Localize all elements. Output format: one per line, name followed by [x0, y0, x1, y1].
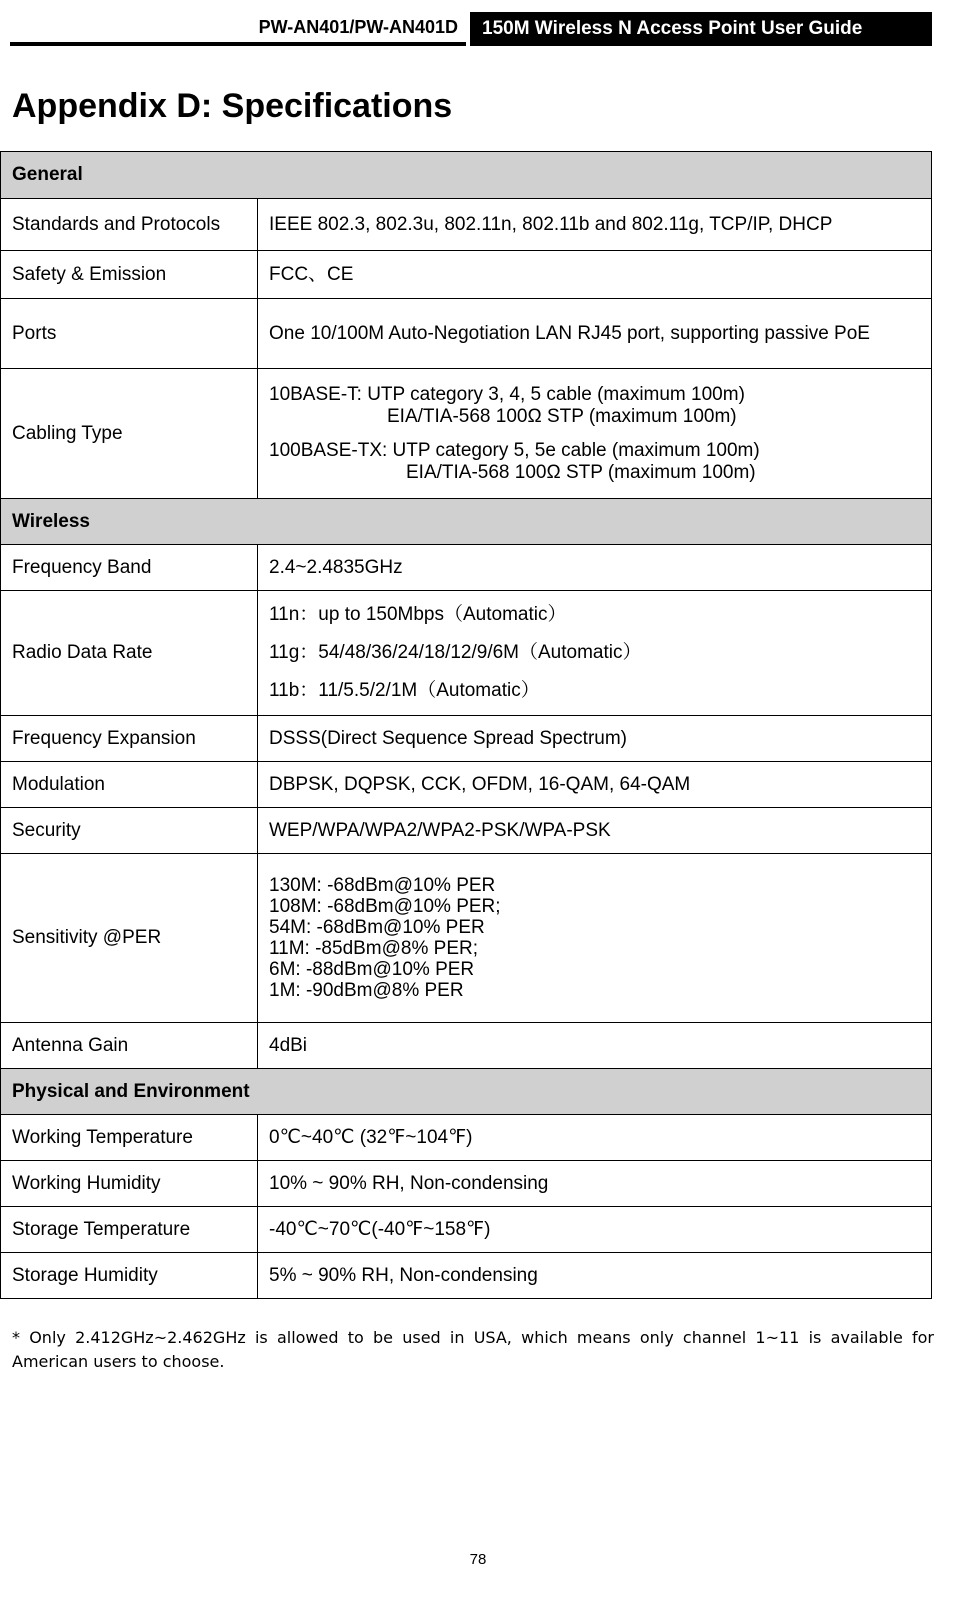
- spec-label: Working Temperature: [1, 1115, 258, 1161]
- spec-value: 4dBi: [258, 1023, 932, 1069]
- radio-rate-line: 11g：54/48/36/24/18/12/9/6M（Automatic）: [269, 642, 642, 663]
- spec-label: Cabling Type: [1, 369, 258, 499]
- spec-row-working-temperature: [1, 1115, 932, 1161]
- spec-row-safety: [1, 251, 932, 299]
- spec-row-antenna-gain: [1, 1023, 932, 1069]
- section-title: General: [1, 152, 932, 199]
- spec-value: DSSS(Direct Sequence Spread Spectrum): [258, 716, 932, 762]
- spec-label: Frequency Expansion: [1, 716, 258, 762]
- radio-rate-line: 11b：11/5.5/2/1M（Automatic）: [269, 680, 540, 701]
- spec-value: [258, 591, 932, 716]
- section-header-physical: [1, 1069, 932, 1115]
- header-model: PW-AN401/PW-AN401D: [258, 17, 458, 37]
- spec-row-sensitivity: [1, 854, 932, 1023]
- section-title: Wireless: [1, 499, 932, 545]
- spec-label: Radio Data Rate: [1, 591, 258, 716]
- spec-value: 0℃~40℃ (32℉~104℉): [258, 1115, 932, 1161]
- spec-label: Ports: [1, 299, 258, 369]
- sensitivity-line: 1M: -90dBm@8% PER: [269, 980, 464, 1001]
- spec-label: Antenna Gain: [1, 1023, 258, 1069]
- footnote: * Only 2.412GHz~2.462GHz is allowed to be used in USA, which means only channel 1~11 is available for American users to choose.: [12, 1328, 934, 1371]
- sensitivity-line: 6M: -88dBm@10% PER: [269, 959, 475, 980]
- spec-label: Storage Temperature: [1, 1207, 258, 1253]
- spec-value: [258, 854, 932, 1023]
- sensitivity-line: 130M: -68dBm@10% PER: [269, 875, 496, 896]
- spec-row-modulation: [1, 762, 932, 808]
- spec-label: Safety & Emission: [1, 251, 258, 299]
- page-number: 78: [469, 1551, 487, 1568]
- spec-value: DBPSK, DQPSK, CCK, OFDM, 16-QAM, 64-QAM: [258, 762, 932, 808]
- spec-row-ports: [1, 299, 932, 369]
- spec-label: Sensitivity @PER: [1, 854, 258, 1023]
- cabling-line: 10BASE-T: UTP category 3, 4, 5 cable (maximum 100m): [269, 383, 745, 405]
- spec-label: Standards and Protocols: [1, 199, 258, 251]
- spec-label: Working Humidity: [1, 1161, 258, 1207]
- spec-row-security: [1, 808, 932, 854]
- spec-row-radio-data-rate: [1, 591, 932, 716]
- spec-value: -40℃~70℃(-40℉~158℉): [258, 1207, 932, 1253]
- spec-row-standards: [1, 199, 932, 251]
- page-header: [10, 12, 932, 46]
- spec-row-frequency-expansion: [1, 716, 932, 762]
- cabling-line: EIA/TIA-568 100Ω STP (maximum 100m): [406, 461, 756, 483]
- sensitivity-line: 54M: -68dBm@10% PER: [269, 917, 485, 938]
- cabling-line: 100BASE-TX: UTP category 5, 5e cable (maximum 100m): [269, 439, 760, 461]
- section-title: Physical and Environment: [1, 1069, 932, 1115]
- sensitivity-line: 108M: -68dBm@10% PER;: [269, 896, 501, 917]
- spec-row-cabling: [1, 369, 932, 499]
- spec-row-storage-temperature: [1, 1207, 932, 1253]
- spec-label: Security: [1, 808, 258, 854]
- spec-row-storage-humidity: [1, 1253, 932, 1299]
- radio-rate-line: 11n：up to 150Mbps（Automatic）: [269, 604, 567, 625]
- page-title: Appendix D: Specifications: [12, 87, 453, 125]
- section-header-general: [1, 152, 932, 199]
- spec-label: Storage Humidity: [1, 1253, 258, 1299]
- spec-value: 2.4~2.4835GHz: [258, 545, 932, 591]
- spec-value: 5% ~ 90% RH, Non-condensing: [258, 1253, 932, 1299]
- specifications-table: [0, 151, 932, 1299]
- spec-row-working-humidity: [1, 1161, 932, 1207]
- section-header-wireless: [1, 499, 932, 545]
- spec-label: Frequency Band: [1, 545, 258, 591]
- spec-value: FCC、CE: [258, 251, 932, 299]
- header-guide-bar: [470, 12, 932, 46]
- spec-label: Modulation: [1, 762, 258, 808]
- spec-row-frequency-band: [1, 545, 932, 591]
- cabling-line: EIA/TIA-568 100Ω STP (maximum 100m): [387, 405, 737, 427]
- spec-value: [258, 369, 932, 499]
- sensitivity-line: 11M: -85dBm@8% PER;: [269, 938, 479, 959]
- spec-value: WEP/WPA/WPA2/WPA2-PSK/WPA-PSK: [258, 808, 932, 854]
- header-model-bar: [10, 12, 466, 46]
- spec-value: IEEE 802.3, 802.3u, 802.11n, 802.11b and 802.11g, TCP/IP, DHCP: [258, 199, 932, 251]
- spec-value: 10% ~ 90% RH, Non-condensing: [258, 1161, 932, 1207]
- header-guide-title: 150M Wireless N Access Point User Guide: [482, 18, 863, 39]
- spec-value: One 10/100M Auto-Negotiation LAN RJ45 port, supporting passive PoE: [258, 299, 932, 369]
